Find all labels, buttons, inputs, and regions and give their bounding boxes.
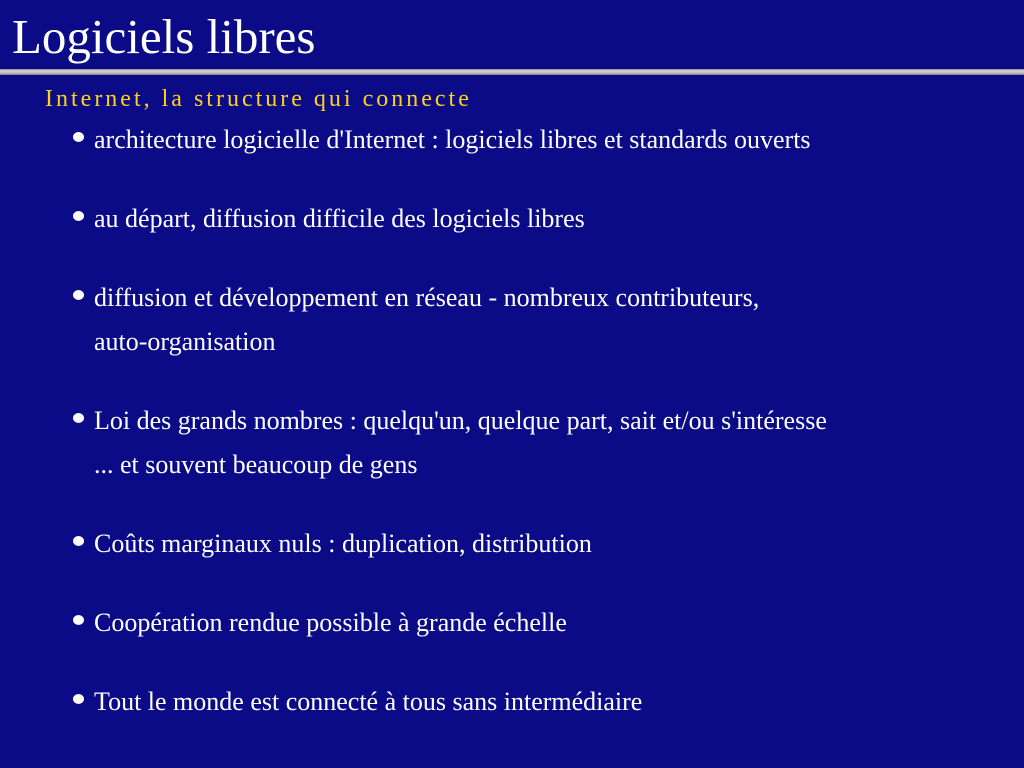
bullet-text: Loi des grands nombres : quelqu'un, quelque part, sait et/ou s'intéresse bbox=[94, 406, 827, 435]
bullet-text: Coûts marginaux nuls : duplication, distribution bbox=[94, 529, 592, 558]
bullet-item bbox=[94, 276, 994, 364]
bullet-item bbox=[94, 522, 994, 566]
bullet-item bbox=[94, 118, 994, 162]
bullet-item bbox=[94, 197, 994, 241]
bullet-item bbox=[94, 680, 994, 724]
bullet-dot-icon bbox=[73, 615, 84, 625]
bullet-dot-icon bbox=[73, 211, 84, 221]
bullet-text: Coopération rendue possible à grande échelle bbox=[94, 608, 567, 637]
bullet-text: Tout le monde est connecté à tous sans intermédiaire bbox=[94, 687, 643, 716]
bullet-dot-icon bbox=[73, 413, 84, 423]
slide-subtitle: Internet, la structure qui connecte bbox=[45, 86, 472, 112]
bullet-dot-icon bbox=[73, 694, 84, 704]
bullet-text: architecture logicielle d'Internet : logiciels libres et standards ouverts bbox=[94, 125, 811, 154]
bullet-dot-icon bbox=[73, 290, 84, 300]
bullet-item bbox=[94, 399, 994, 487]
bullet-dot-icon bbox=[73, 132, 84, 142]
slide-title: Logiciels libres bbox=[12, 9, 316, 64]
bullet-text-continuation: ... et souvent beaucoup de gens bbox=[94, 450, 418, 479]
bullet-dot-icon bbox=[73, 536, 84, 546]
bullet-text: au départ, diffusion difficile des logiciels libres bbox=[94, 204, 585, 233]
bullet-text-continuation: auto-organisation bbox=[94, 327, 276, 356]
bullet-text: diffusion et développement en réseau - nombreux contributeurs, bbox=[94, 283, 760, 312]
title-divider bbox=[0, 69, 1024, 75]
bullet-item bbox=[94, 601, 994, 645]
